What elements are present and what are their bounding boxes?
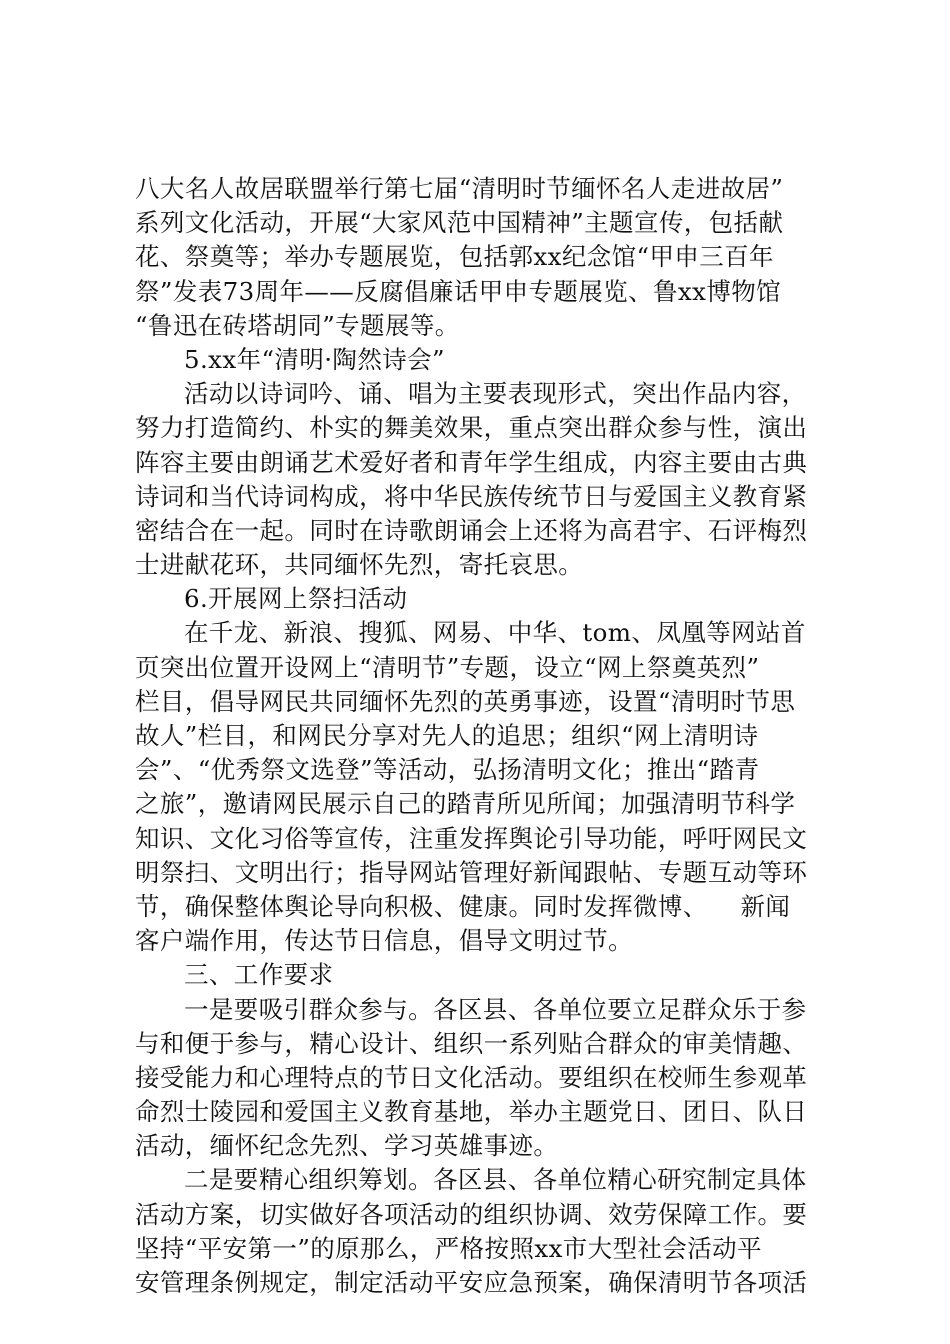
text-line: 页突出位置开设网上“清明节”专题，设立“网上祭奠英烈” (135, 652, 760, 682)
text-line: 密结合在一起。同时在诗歌朗诵会上还将为高君宇、石评梅烈 (135, 515, 808, 545)
text-line: 接受能力和心理特点的节日文化活动。要组织在校师生参观革 (135, 1062, 808, 1092)
text-line: 士进献花环，共同缅怀先烈，寄托哀思。 (135, 550, 584, 580)
text-line: 明祭扫、文明出行；指导网站管理好新闻跟帖、专题互动等环 (135, 857, 808, 887)
text-line: 系列文化活动，开展“大家风范中国精神”主题宣传，包括献 (135, 208, 784, 238)
text-line: 努力打造简约、朴实的舞美效果，重点突出群众参与性，演出 (135, 413, 808, 443)
text-line: 三、工作要求 (184, 960, 334, 990)
text-line: 命烈士陵园和爱国主义教育基地，举办主题党日、团日、队日 (135, 1097, 808, 1127)
text-line: 坚持“平安第一”的原那么，严格按照xx市大型社会活动平 (135, 1233, 762, 1263)
text-line: 一是要吸引群众参与。各区县、各单位要立足群众乐于参 (184, 994, 807, 1024)
text-line: 阵容主要由朗诵艺术爱好者和青年学生组成，内容主要由古典 (135, 447, 808, 477)
text-line: 故人”栏目，和网民分享对先人的追思；组织“网上清明诗 (135, 721, 759, 750)
text-line: 活动以诗词吟、诵、唱为主要表现形式，突出作品内容， (184, 379, 807, 409)
text-line: 栏目，倡导网民共同缅怀先烈的英勇事迹，设置“清明时节思 (135, 686, 796, 716)
text-line: 祭”发表73周年——反腐倡廉话甲申专题展览、鲁xx博物馆 (135, 276, 782, 306)
text-line: 会”、“优秀祭文选登”等活动，弘扬清明文化；推出“踏青 (135, 755, 760, 785)
text-line: 诗词和当代诗词构成，将中华民族传统节日与爱国主义教育紧 (135, 481, 808, 511)
text-line: 知识、文化习俗等宣传，注重发挥舆论引导功能，呼吁网民文 (135, 823, 808, 853)
text-line: 之旅”，邀请网民展示自己的踏青所见所闻；加强清明节科学 (135, 789, 796, 819)
text-line: 6.开展网上祭扫活动 (184, 584, 408, 614)
text-line: 二是要精心组织筹划。各区县、各单位精心研究制定具体 (184, 1165, 807, 1195)
text-line: 安管理条例规定，制定活动平安应急预案，确保清明节各项活 (135, 1268, 808, 1297)
text-line: 与和便于参与，精心设计、组织一系列贴合群众的审美情趣、 (135, 1028, 808, 1058)
text-line: 客户端作用，传达节日信息，倡导文明过节。 (135, 926, 633, 956)
text-line: 八大名人故居联盟举行第七届“清明时节缅怀名人走进故居” (135, 174, 784, 203)
text-line: 节，确保整体舆论导向积极、健康。同时发挥微博、 新闻 (135, 891, 791, 921)
text-line: 花、祭奠等；举办专题展览，包括郭xx纪念馆“甲申三百年 (135, 242, 774, 272)
text-line: 5.xx年“清明·陶然诗会” (184, 344, 445, 374)
text-line: 活动方案，切实做好各项活动的组织协调、效劳保障工作。要 (135, 1199, 808, 1229)
document-body (135, 172, 815, 1300)
text-line: “鲁迅在砖塔胡同”专题展等。 (135, 310, 460, 340)
text-line: 在千龙、新浪、搜狐、网易、中华、tom、凤凰等网站首 (184, 618, 806, 648)
text-line: 活动，缅怀纪念先烈、学习英雄事迹。 (135, 1131, 559, 1161)
